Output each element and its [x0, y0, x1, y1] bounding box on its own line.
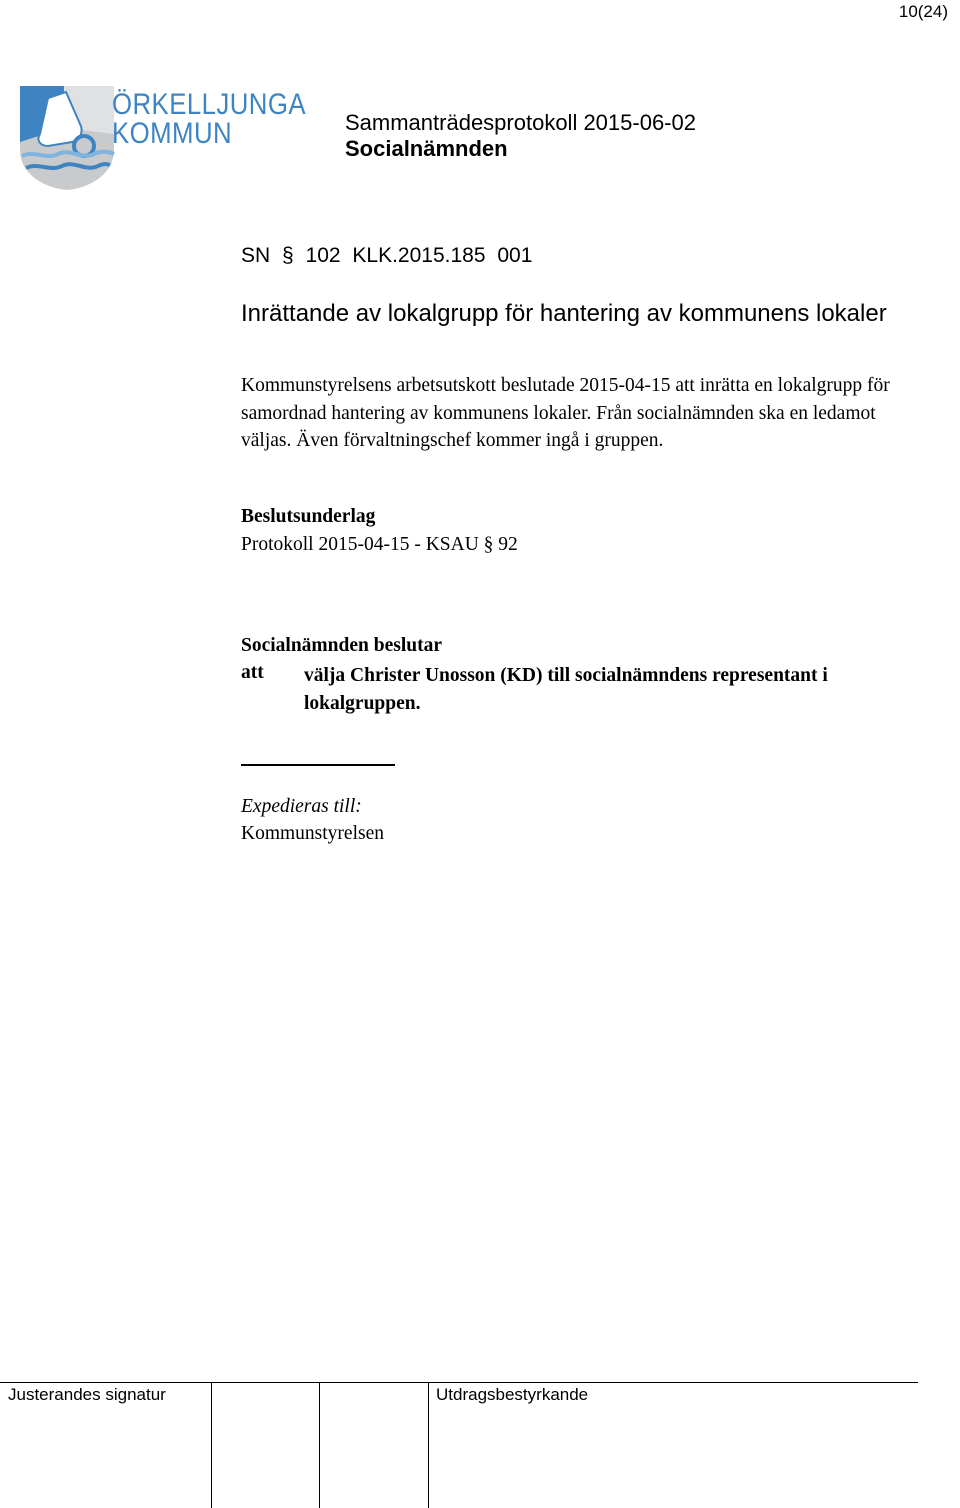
board-name: Socialnämnden	[345, 136, 508, 161]
footer-signature-label: Justerandes signatur	[8, 1385, 166, 1404]
footer-column-divider	[428, 1383, 429, 1508]
section-heading: Inrättande av lokalgrupp för hantering av kommunens lokaler	[241, 300, 887, 327]
decision-label: Socialnämnden beslutar	[241, 635, 442, 656]
protocol-title: Sammanträdesprotokoll 2015-06-02	[345, 110, 696, 135]
body-paragraph: Kommunstyrelsens arbetsutskott beslutade 2015-04-15 att inrätta en lokalgrupp för samordnad hantering av kommunens lokaler. Från socialnämnden ska en ledamot väljas. Även förvaltningschef kommer ingå i gruppen.	[241, 375, 890, 451]
logo-wordmark-line2: KOMMUN	[112, 117, 233, 150]
case-reference: SN § 102 KLK.2015.185 001	[241, 244, 533, 267]
page-number: 10(24)	[898, 2, 948, 21]
footer-column-divider	[319, 1383, 320, 1508]
decision-att-keyword: att	[241, 662, 264, 683]
distribution-label: Expedieras till:	[241, 796, 362, 817]
basis-label: Beslutsunderlag	[241, 506, 376, 527]
logo-wordmark-line1: ÖRKELLJUNGA	[112, 88, 306, 121]
footer-column-divider	[211, 1383, 212, 1508]
divider	[241, 764, 395, 766]
distribution-recipient: Kommunstyrelsen	[241, 823, 384, 844]
footer-certified-label: Utdragsbestyrkande	[436, 1385, 589, 1404]
basis-item: Protokoll 2015-04-15 - KSAU § 92	[241, 534, 518, 555]
footer-rule	[0, 1382, 918, 1383]
decision-text: välja Christer Unosson (KD) till socialnämndens representant i lokalgruppen.	[304, 665, 828, 714]
municipality-coat-of-arms-logo	[18, 84, 118, 190]
